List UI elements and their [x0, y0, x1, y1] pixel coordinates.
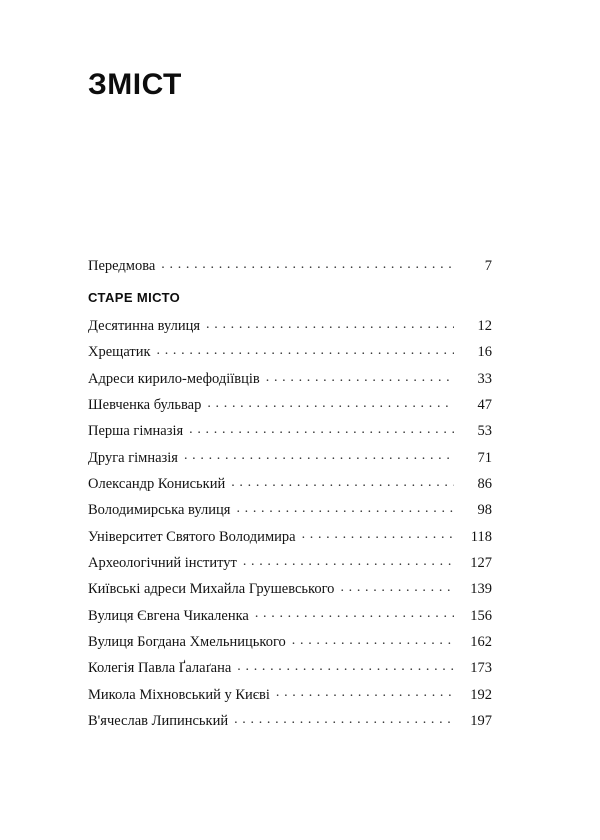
toc-entry-page-number: 156 — [470, 607, 492, 624]
toc-entry-page-number: 33 — [477, 370, 492, 387]
toc-entry-label: Адреси кирило-мефодіївців — [88, 370, 260, 387]
toc-leader-dots — [189, 423, 454, 435]
toc-entry[interactable] — [88, 686, 492, 702]
toc-leader-dots — [292, 634, 454, 646]
toc-leader-dots — [157, 344, 454, 356]
toc-entry-label: Володимирська вулиця — [88, 502, 231, 519]
toc-leader-dots — [302, 528, 454, 540]
toc-entry-page-number: 139 — [470, 581, 492, 598]
toc-entry-page-number: 192 — [470, 686, 492, 703]
toc-entry[interactable] — [88, 370, 492, 386]
toc-leader-dots — [231, 476, 454, 488]
toc-entry-label: Археологічний інститут — [88, 554, 237, 571]
toc-entry-page-number: 173 — [470, 660, 492, 677]
toc-leader-dots — [243, 555, 454, 567]
toc-entry-page-number: 127 — [470, 554, 492, 571]
toc-entry-page-number: 86 — [477, 476, 492, 492]
toc-entry-label: Микола Міхновський у Києві — [88, 686, 270, 703]
toc-entry-label: Олександр Кониський — [88, 476, 226, 492]
toc-entry-page-number: 197 — [470, 712, 492, 729]
toc-leader-dots — [207, 397, 454, 409]
toc-entry-page-number: 53 — [477, 423, 492, 440]
toc-leader-dots — [236, 502, 454, 514]
toc-entry[interactable] — [88, 555, 492, 571]
toc-entry-page-number: 7 — [484, 258, 492, 275]
toc-entry-label: Університет Святого Володимира — [88, 528, 296, 545]
toc-entry[interactable] — [88, 318, 492, 334]
toc-entry-label: Шевченка бульвар — [88, 397, 202, 414]
toc-entry-label: Вулиця Богдана Хмельницького — [88, 633, 286, 650]
toc-leader-dots — [234, 713, 454, 725]
toc-entry-page-number: 118 — [470, 528, 492, 545]
toc-entry-label: Київські адреси Михайла Грушевського — [88, 581, 335, 598]
toc-entry-label: Десятинна вулиця — [88, 318, 201, 335]
page-title: ЗМІСТ — [88, 68, 182, 101]
toc-entry[interactable] — [88, 713, 492, 729]
toc-entry-page-number: 162 — [470, 633, 492, 650]
toc-entry[interactable] — [88, 397, 492, 413]
toc-entry-label: Вулиця Євгена Чикаленка — [88, 607, 249, 624]
toc-entry-label: Перша гімназія — [88, 423, 184, 440]
toc-entry-label: Друга гімназія — [88, 449, 178, 466]
toc-entry[interactable] — [88, 581, 492, 597]
toc-leader-dots — [161, 258, 454, 270]
toc-entry[interactable] — [88, 607, 492, 623]
toc-entry-label: В'ячеслав Липинський — [88, 712, 229, 729]
toc-entry-page-number: 47 — [477, 397, 492, 414]
toc-entry[interactable] — [88, 344, 492, 360]
toc-entry-page-number: 12 — [477, 318, 492, 335]
toc-leader-dots — [237, 660, 454, 672]
toc-leader-dots — [276, 686, 454, 698]
toc-leader-dots — [206, 318, 454, 330]
toc-leader-dots — [340, 581, 454, 593]
toc-entry-label: Колегія Павла Ґалаґана — [88, 660, 232, 677]
toc-entry[interactable] — [88, 528, 492, 544]
table-of-contents — [88, 258, 492, 739]
toc-entry[interactable] — [88, 634, 492, 650]
toc-leader-dots — [184, 449, 454, 461]
toc-entry-page-number: 98 — [477, 502, 492, 519]
toc-entry-label: Хрещатик — [88, 344, 151, 361]
toc-entry[interactable] — [88, 476, 492, 492]
toc-entry[interactable] — [88, 258, 492, 274]
toc-entry[interactable] — [88, 502, 492, 518]
toc-entry[interactable] — [88, 660, 492, 676]
toc-entry-label: Передмова — [88, 258, 156, 275]
toc-entry-page-number: 16 — [477, 344, 492, 361]
toc-leader-dots — [255, 607, 454, 619]
toc-entry[interactable] — [88, 423, 492, 439]
toc-section-heading: СТАРЕ МІСТО — [88, 289, 181, 305]
toc-entry-page-number: 71 — [477, 449, 492, 466]
toc-entry[interactable] — [88, 449, 492, 465]
toc-leader-dots — [266, 370, 454, 382]
